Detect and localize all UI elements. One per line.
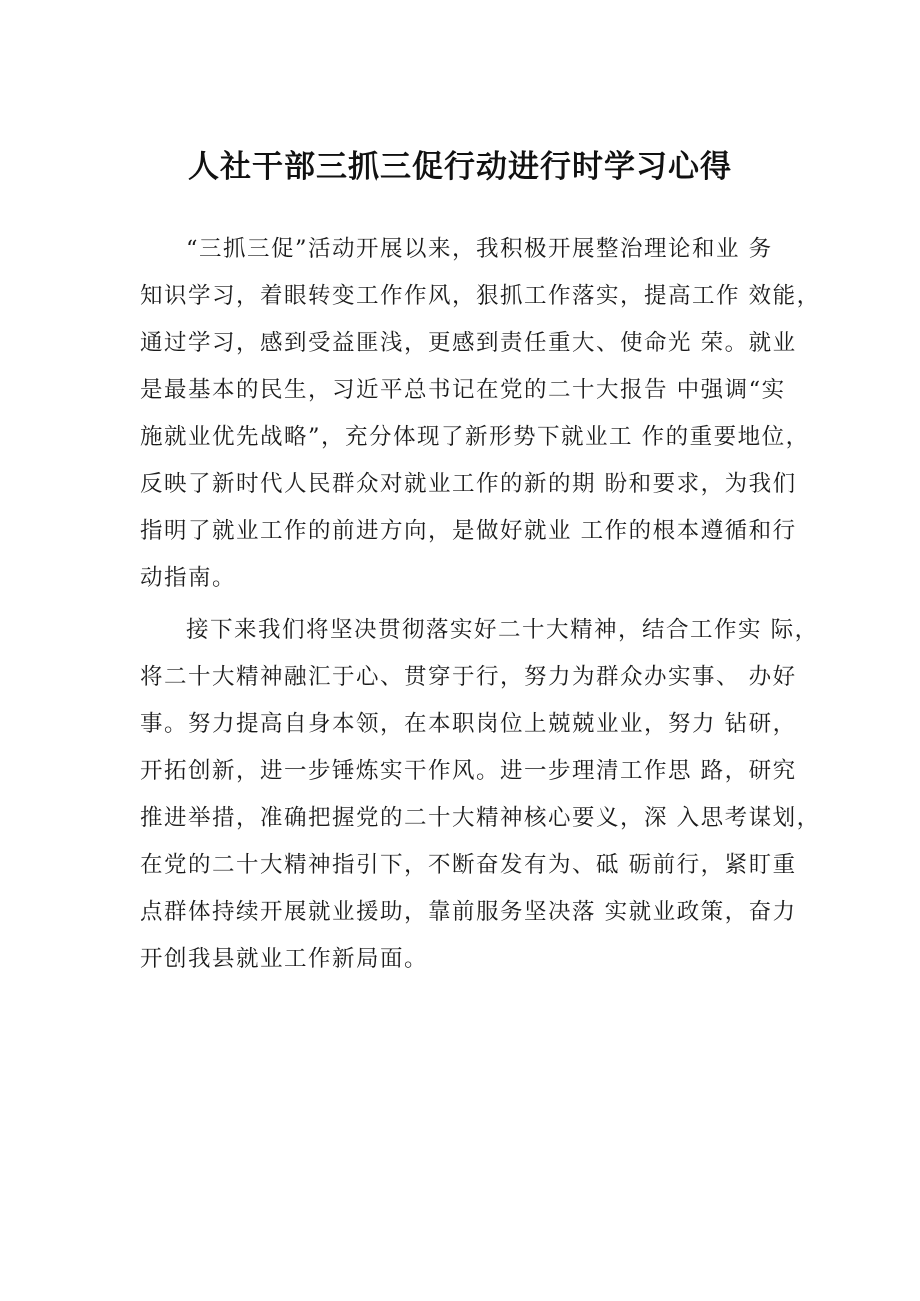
paragraph-line: 是最基本的民生，习近平总书记在党的二十大报告 中强调“实 xyxy=(140,377,786,403)
paragraph-line: 接下来我们将坚决贯彻落实好二十大精神，结合工作实 际， xyxy=(186,617,819,643)
paragraph-line: 施就业优先战略”，充分体现了新形势下就业工 作的重要地位， xyxy=(140,424,810,450)
paragraph-line: 反映了新时代人民群众对就业工作的新的期 盼和要求，为我们 xyxy=(140,471,797,497)
paragraph-line: 点群体持续开展就业援助，靠前服务坚决落 实就业政策，奋力 xyxy=(140,899,797,925)
paragraph-line: 将二十大精神融汇于心、贯穿于行，努力为群众办实事、 办好 xyxy=(140,664,797,690)
paragraph-line: 开创我县就业工作新局面。 xyxy=(140,946,429,972)
paragraph-line: 知识学习，着眼转变工作作风，狠抓工作落实，提高工作 效能， xyxy=(140,283,821,309)
paragraph-line: 事。努力提高自身本领，在本职岗位上兢兢业业，努力 钻研， xyxy=(140,711,797,737)
paragraph-line: 在党的二十大精神指引下，不断奋发有为、砥 砺前行，紧盯重 xyxy=(140,852,797,878)
paragraph-line: 通过学习，感到受益匪浅，更感到责任重大、使命光 荣。就业 xyxy=(140,330,797,356)
paragraph-line: 推进举措，准确把握党的二十大精神核心要义，深 入思考谋划， xyxy=(140,805,821,831)
paragraph-line: 指明了就业工作的前进方向，是做好就业 工作的根本遵循和行 xyxy=(140,518,797,544)
paragraph-1 xyxy=(140,226,821,602)
paragraph-line: 开拓创新，进一步锤炼实干作风。进一步理清工作思 路，研究 xyxy=(140,758,797,784)
paragraph-line: 动指南。 xyxy=(140,565,237,591)
document-title: 人社干部三抓三促行动进行时学习心得 xyxy=(188,149,732,185)
paragraph-line: “三抓三促”活动开展以来，我积极开展整治理论和业 务 xyxy=(186,236,773,262)
paragraph-2 xyxy=(140,607,821,983)
